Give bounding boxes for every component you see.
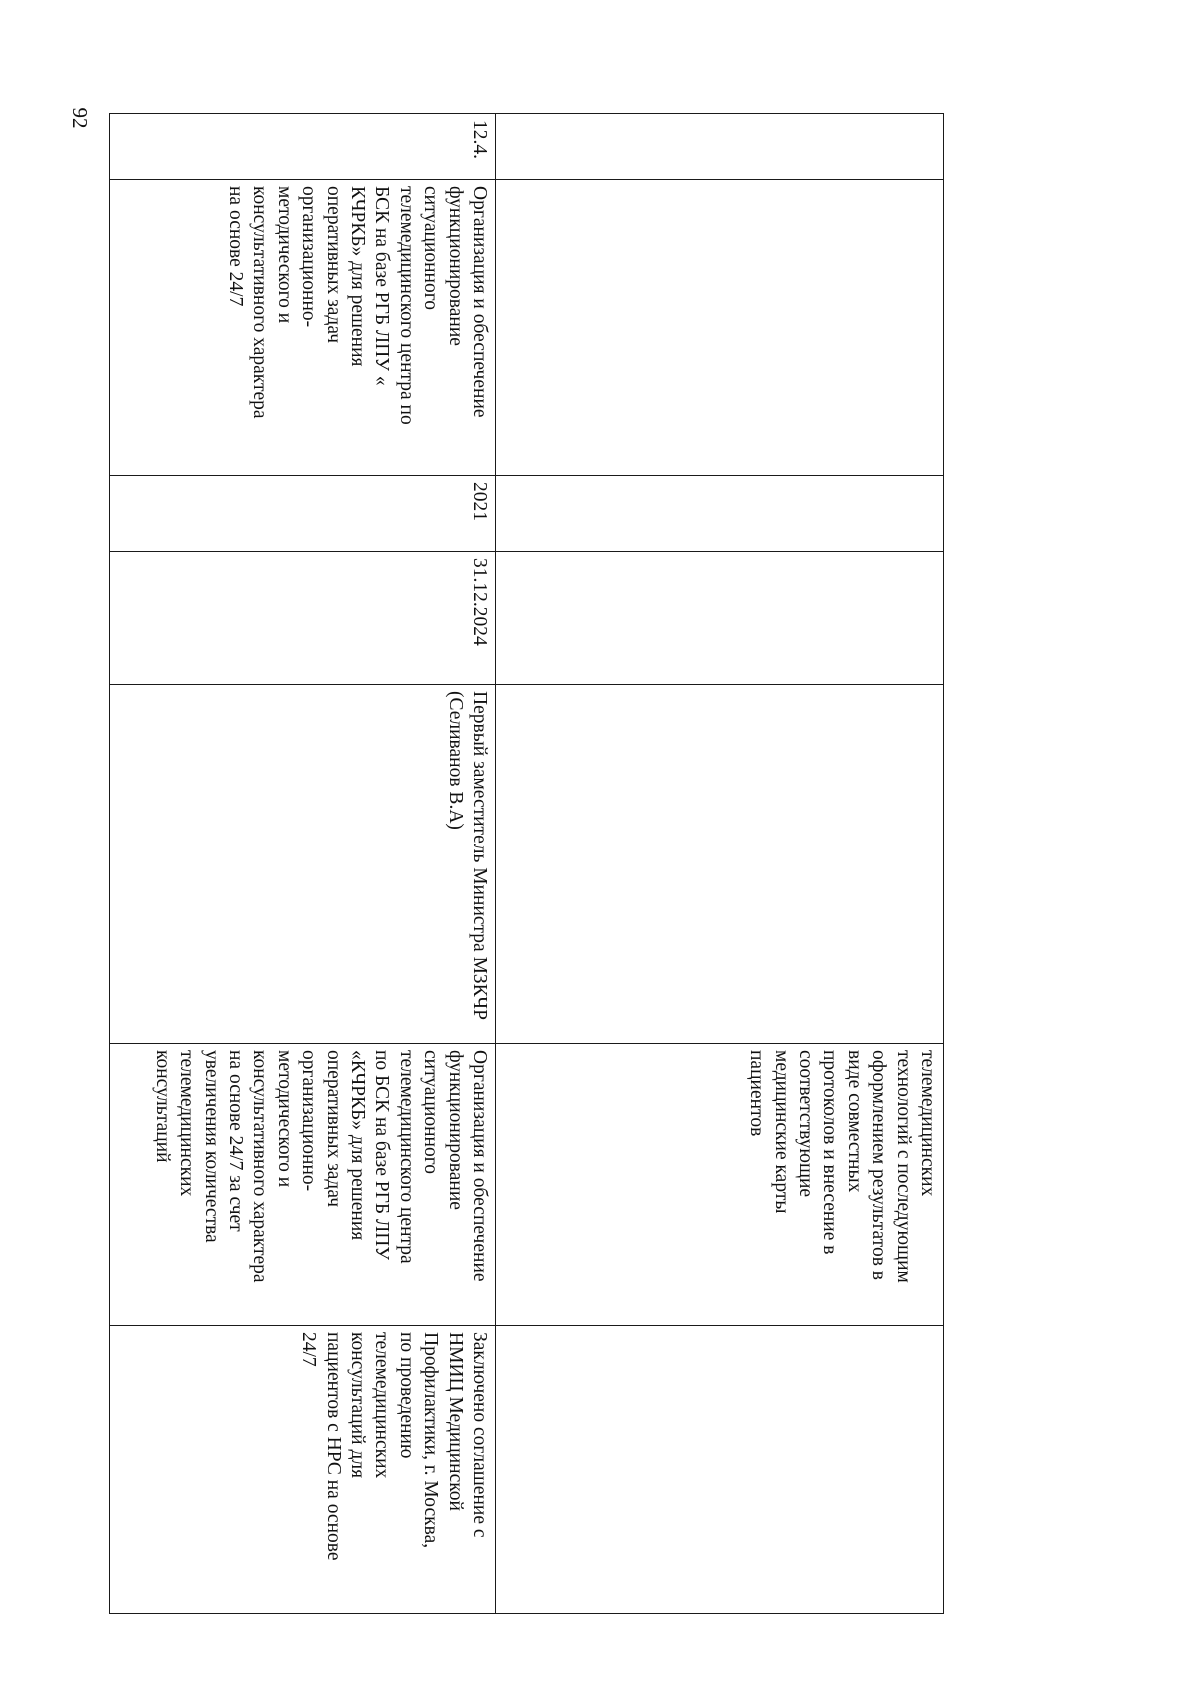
cell-number (496, 114, 944, 180)
cell-responsible (496, 685, 944, 1044)
cell-number: 12.4. (110, 114, 496, 180)
cell-end (496, 552, 944, 685)
cell-result: телемедицинских технологий с последующим оформлением результатов в виде совместных протоколов и внесение в соответствующие медицинские карты пациентов (496, 1044, 944, 1326)
table-rotation-frame (110, 113, 944, 1613)
cell-end: 31.12.2024 (110, 552, 496, 685)
cell-start: 2021 (110, 476, 496, 552)
cell-event (496, 180, 944, 476)
rotated-table-area (110, 113, 944, 1613)
table-row (110, 114, 496, 1614)
cell-event: Организация и обеспечение функционирование ситуационного телемедицинского центра по БСК на базе РГБ ЛПУ « КЧРКБ» для решения оперативных задач организационно- методического и консультативного характера на основе 24/7 (110, 180, 496, 476)
plan-table (109, 113, 944, 1614)
cell-start (496, 476, 944, 552)
cell-responsible: Первый заместитель Министра МЗКЧР (Селиванов В.А) (110, 685, 496, 1044)
cell-note (496, 1326, 944, 1614)
table-row (496, 114, 944, 1614)
cell-note: Заключено соглашение с НМИЦ Медицинской Профилактики, г. Москва, по проведению телемедицинских консультаций для пациентов с НРС на основе 24/7 (110, 1326, 496, 1614)
cell-result: Организация и обеспечение функционирование ситуационного телемедицинского центра по БСК на базе РГБ ЛПУ «КЧРКБ» для решения оперативных задач организационно- методического и консультативного характера на основе 24/7 за счет увеличения количества телемедицинских консультаций (110, 1044, 496, 1326)
page-number: 92 (68, 107, 92, 129)
